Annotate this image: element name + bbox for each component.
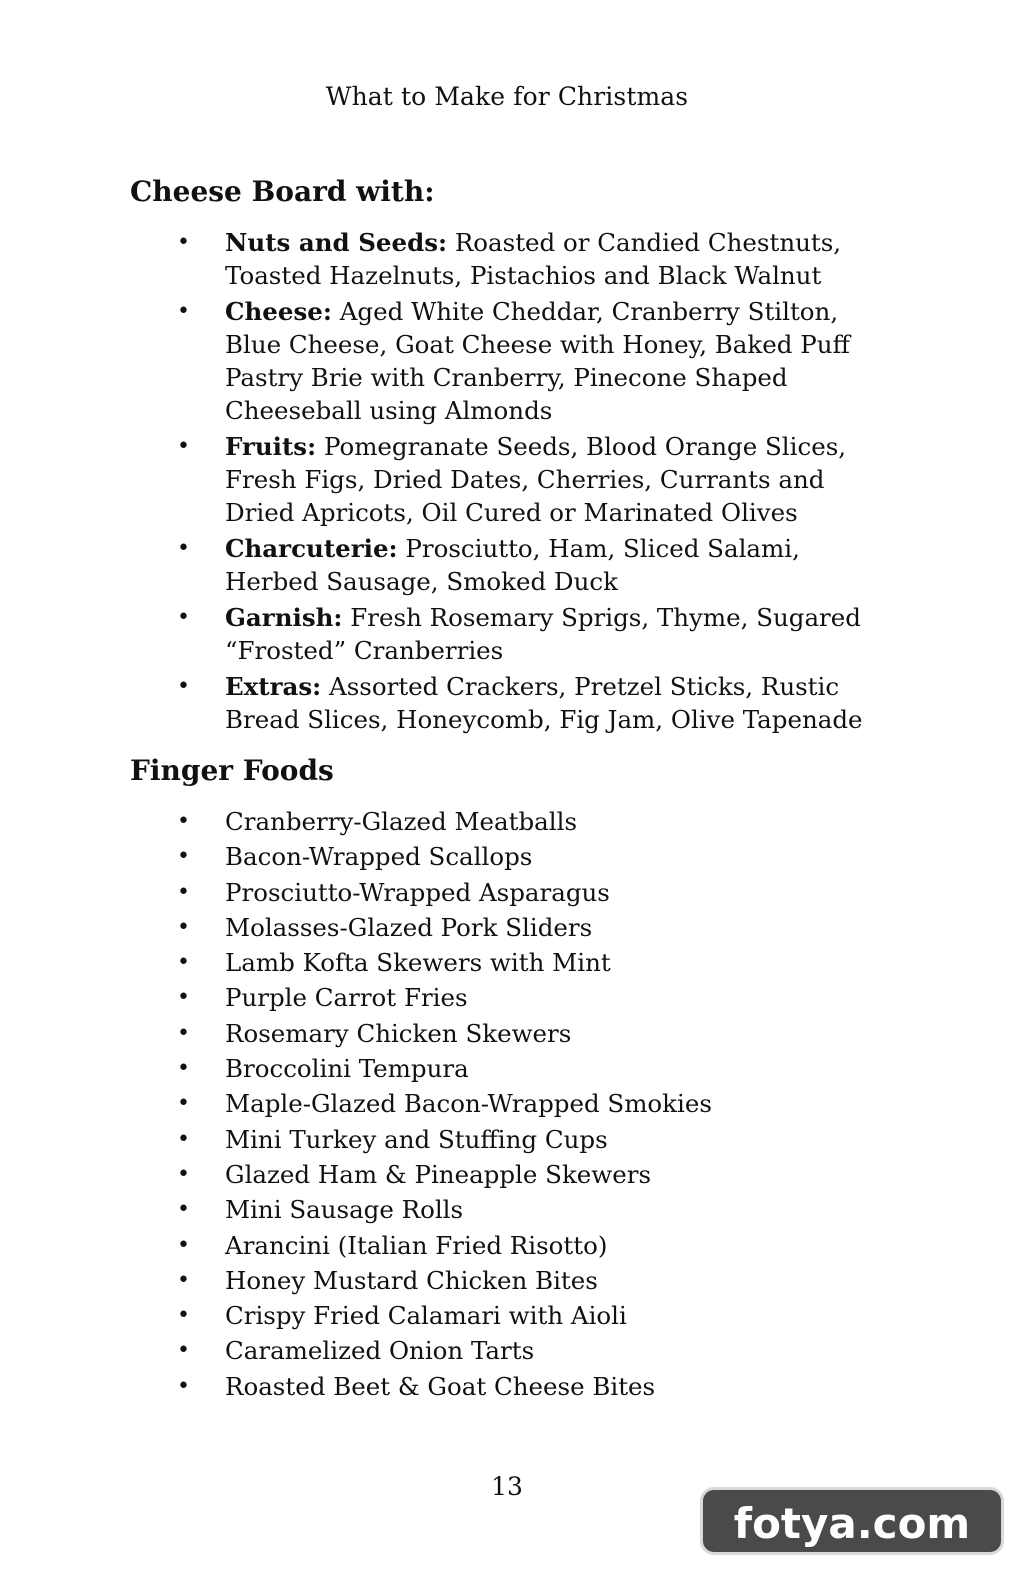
- list-item: • Lamb Kofta Skewers with Mint: [0, 945, 1014, 980]
- list-item: • Broccolini Tempura: [0, 1051, 1014, 1086]
- list-item: • Maple-Glazed Bacon-Wrapped Smokies: [0, 1086, 1014, 1121]
- bullet-icon: •: [177, 230, 190, 255]
- bullet-icon: •: [177, 1197, 190, 1223]
- page-number: 13: [491, 1472, 523, 1501]
- list-item: • Bacon-Wrapped Scallops: [0, 839, 1014, 874]
- bullet-icon: •: [177, 1303, 190, 1329]
- bullet-icon: •: [177, 1267, 190, 1293]
- cheese-board-heading: Cheese Board with:: [130, 175, 435, 208]
- list-item: • Roasted Beet & Goat Cheese Bites: [0, 1369, 1014, 1404]
- bullet-icon: •: [177, 809, 190, 834]
- list-item: • Cheese: Aged White Cheddar, Cranberry Stilton, Blue Cheese, Goat Cheese with Honey, Baked Puff Pastry Brie with Cranberry, Pinecone Shaped Cheeseball using Almonds: [177, 297, 850, 425]
- bullet-icon: •: [177, 1373, 190, 1399]
- bullet-icon: •: [177, 985, 190, 1011]
- list-item: • Arancini (Italian Fried Risotto): [0, 1228, 1014, 1263]
- list-item: • Molasses-Glazed Pork Sliders: [0, 910, 1014, 945]
- list-item: • Mini Sausage Rolls: [0, 1192, 1014, 1227]
- running-head: What to Make for Christmas: [325, 82, 689, 111]
- list-item: • Purple Carrot Fries: [0, 980, 1014, 1015]
- list-item: • Garnish: Fresh Rosemary Sprigs, Thyme, Sugared “Frosted” Cranberries: [177, 603, 861, 665]
- list-item: • Glazed Ham & Pineapple Skewers: [0, 1157, 1014, 1192]
- finger-foods-list: [0, 804, 1014, 1404]
- bullet-icon: •: [177, 1020, 190, 1046]
- bullet-icon: •: [177, 434, 190, 459]
- bullet-icon: •: [177, 536, 190, 561]
- bullet-icon: •: [177, 1338, 190, 1364]
- bullet-icon: •: [177, 674, 190, 699]
- list-item: • Nuts and Seeds: Roasted or Candied Chestnuts, Toasted Hazelnuts, Pistachios and Black Walnut: [177, 228, 842, 290]
- list-item: • Rosemary Chicken Skewers: [0, 1016, 1014, 1051]
- list-item: • Charcuterie: Prosciutto, Ham, Sliced Salami, Herbed Sausage, Smoked Duck: [177, 534, 800, 596]
- list-item: • Fruits: Pomegranate Seeds, Blood Orange Slices, Fresh Figs, Dried Dates, Cherries, Currants and Dried Apricots, Oil Cured or Marinated Olives: [177, 432, 847, 527]
- list-item: • Cranberry-Glazed Meatballs: [0, 804, 1014, 839]
- cheese-board-list: [0, 226, 1014, 739]
- bullet-icon: •: [177, 914, 190, 940]
- bullet-icon: •: [177, 1161, 190, 1187]
- list-item: • Mini Turkey and Stuffing Cups: [0, 1122, 1014, 1157]
- list-item: • Extras: Assorted Crackers, Pretzel Sticks, Rustic Bread Slices, Honeycomb, Fig Jam, Olive Tapenade: [177, 672, 863, 734]
- watermark-logo: fotya.com: [700, 1487, 1004, 1555]
- bullet-icon: •: [177, 605, 190, 630]
- bullet-icon: •: [177, 1091, 190, 1117]
- bullet-icon: •: [177, 879, 190, 905]
- bullet-icon: •: [177, 1126, 190, 1152]
- list-item: • Caramelized Onion Tarts: [0, 1333, 1014, 1368]
- finger-foods-heading: Finger Foods: [130, 754, 334, 787]
- list-item: • Honey Mustard Chicken Bites: [0, 1263, 1014, 1298]
- list-item: • Crispy Fried Calamari with Aioli: [0, 1298, 1014, 1333]
- bullet-icon: •: [177, 1056, 190, 1082]
- bullet-icon: •: [177, 950, 190, 976]
- bullet-icon: •: [177, 299, 190, 324]
- bullet-icon: •: [177, 844, 190, 870]
- bullet-icon: •: [177, 1232, 190, 1258]
- list-item: • Prosciutto-Wrapped Asparagus: [0, 875, 1014, 910]
